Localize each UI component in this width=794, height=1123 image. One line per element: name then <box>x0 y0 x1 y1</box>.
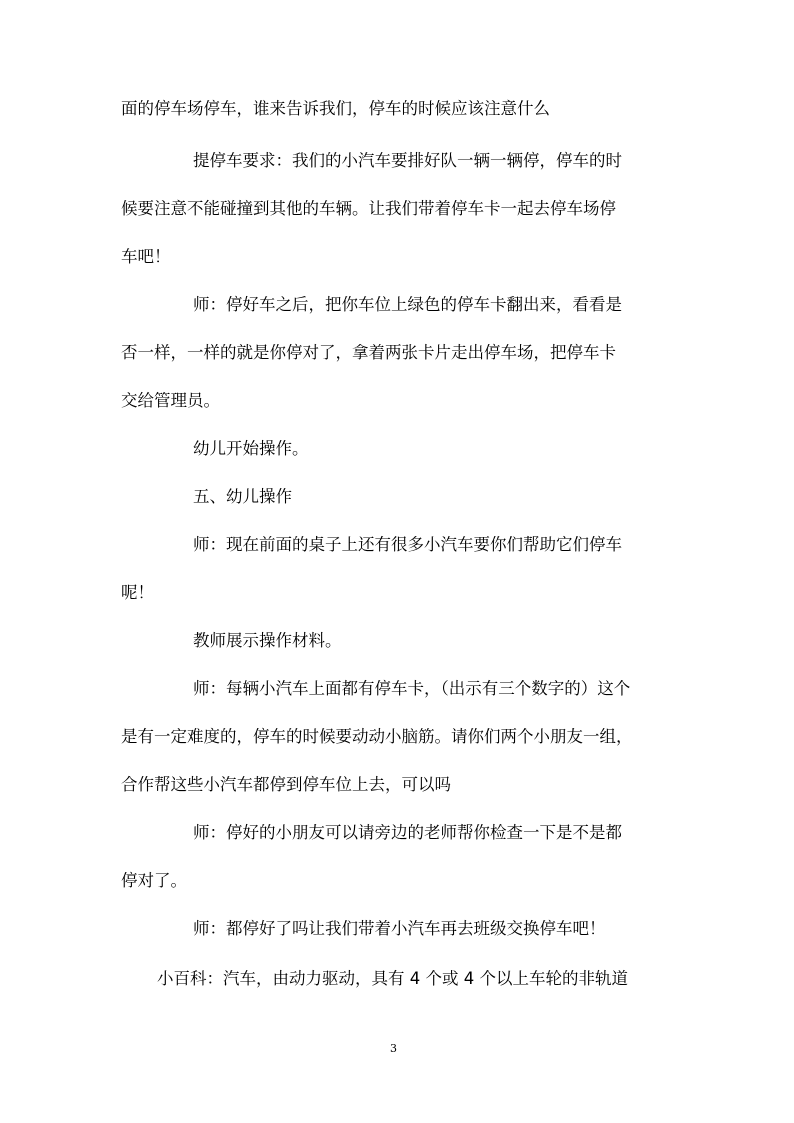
section-heading: 五、幼儿操作 <box>193 487 292 506</box>
text-line: 师：停好车之后，把你车位上绿色的停车卡翻出来，看看是 <box>193 295 622 314</box>
text-line: 幼儿开始操作。 <box>193 439 309 458</box>
text-line: 交给管理员。 <box>121 391 220 410</box>
text-line: 合作帮这些小汽车都停到停车位上去，可以吗 <box>121 775 451 794</box>
text-line: 师：现在前面的桌子上还有很多小汽车要你们帮助它们停车 <box>193 535 622 554</box>
text-line: 师：停好的小朋友可以请旁边的老师帮你检查一下是不是都 <box>193 823 622 842</box>
text-line: 师：都停好了吗让我们带着小汽车再去班级交换停车吧！ <box>193 919 606 938</box>
text-line: 候要注意不能碰撞到其他的车辆。让我们带着停车卡一起去停车场停 <box>121 199 616 218</box>
text-line: 呢！ <box>121 583 154 602</box>
text-line: 师：每辆小汽车上面都有停车卡，（出示有三个数字的）这个 <box>193 679 631 698</box>
text-line: 小百科：汽车，由动力驱动，具有 4 个或 4 个以上车轮的非轨道 <box>157 969 628 988</box>
page-number: 3 <box>390 1042 397 1055</box>
text-line: 是有一定难度的，停车的时候要动动小脑筋。请你们两个小朋友一组， <box>121 727 633 746</box>
text-line: 教师展示操作材料。 <box>193 631 342 650</box>
text-line: 面的停车场停车，谁来告诉我们，停车的时候应该注意什么 <box>121 99 550 118</box>
text-line: 提停车要求：我们的小汽车要排好队一辆一辆停，停车的时 <box>193 151 622 170</box>
text-line: 车吧！ <box>121 247 171 266</box>
text-line: 停对了。 <box>121 871 187 890</box>
text-line: 否一样，一样的就是你停对了，拿着两张卡片走出停车场，把停车卡 <box>121 343 616 362</box>
